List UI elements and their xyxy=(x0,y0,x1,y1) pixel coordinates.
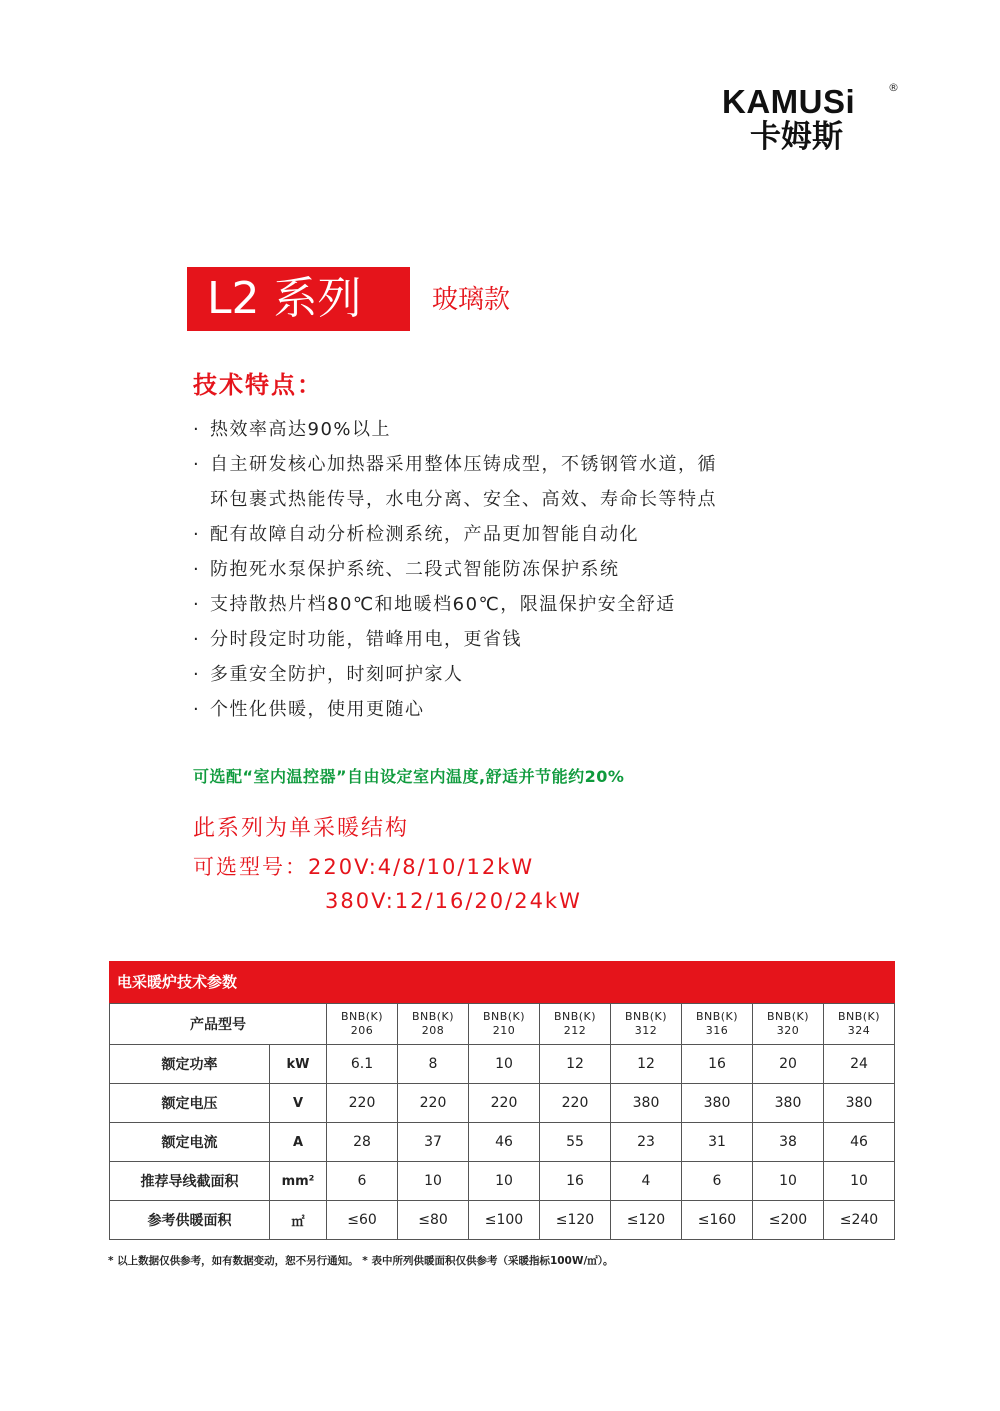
feature-text: 多重安全防护，时刻呵护家人 xyxy=(210,664,464,685)
table-cell: ≤120 xyxy=(540,1201,611,1240)
table-row xyxy=(110,1045,895,1084)
table-cell: 380 xyxy=(682,1084,753,1123)
table-cell: ≤200 xyxy=(753,1201,824,1240)
table-cell: 6 xyxy=(682,1162,753,1201)
table-cell: ≤60 xyxy=(327,1201,398,1240)
bullet-dot: · xyxy=(193,419,201,440)
model-header-cell xyxy=(540,1004,611,1045)
model-header-cell xyxy=(824,1004,895,1045)
row-unit: mm² xyxy=(270,1162,327,1201)
brand-logo-english: KAMUSi xyxy=(722,83,856,120)
optional-thermostat-note: 可选配“室内温控器”自由设定室内温度,舒适并节能约20% xyxy=(193,767,625,786)
model-code-prefix: BNB(K) xyxy=(766,1010,810,1023)
table-cell: 23 xyxy=(611,1123,682,1162)
table-cell: 6.1 xyxy=(327,1045,398,1084)
series-title-box xyxy=(187,267,410,331)
row-unit: A xyxy=(270,1123,327,1162)
table-cell: 55 xyxy=(540,1123,611,1162)
table-cell: 12 xyxy=(540,1045,611,1084)
feature-text: 分时段定时功能，错峰用电，更省钱 xyxy=(210,629,522,650)
series-title: L2 系列 xyxy=(207,273,362,324)
features-list xyxy=(193,412,813,727)
bullet-dot: · xyxy=(193,629,201,650)
model-code-prefix: BNB(K) xyxy=(411,1010,455,1023)
table-cell: ≤100 xyxy=(469,1201,540,1240)
model-options xyxy=(193,850,582,918)
model-code-number: 208 xyxy=(421,1024,445,1037)
bullet-dot: · xyxy=(193,454,201,475)
table-header-row xyxy=(110,1004,895,1045)
row-label: 额定电流 xyxy=(110,1123,270,1162)
model-code-number: 312 xyxy=(634,1024,658,1037)
model-header-label: 产品型号 xyxy=(110,1004,327,1045)
table-cell: 8 xyxy=(398,1045,469,1084)
table-cell: 37 xyxy=(398,1123,469,1162)
row-unit: kW xyxy=(270,1045,327,1084)
bullet-dot: · xyxy=(193,594,201,615)
feature-text: 配有故障自动分析检测系统，产品更加智能自动化 xyxy=(210,524,639,545)
model-code-prefix: BNB(K) xyxy=(340,1010,384,1023)
model-code-number: 324 xyxy=(847,1024,871,1037)
model-code-prefix: BNB(K) xyxy=(624,1010,668,1023)
feature-item xyxy=(193,622,813,657)
table-cell: 46 xyxy=(824,1123,895,1162)
model-code-prefix: BNB(K) xyxy=(482,1010,526,1023)
feature-text: 防抱死水泵保护系统、二段式智能防冻保护系统 xyxy=(210,559,620,580)
model-code-prefix: BNB(K) xyxy=(553,1010,597,1023)
model-header-cell xyxy=(398,1004,469,1045)
model-header-cell xyxy=(753,1004,824,1045)
table-cell: 12 xyxy=(611,1045,682,1084)
table-cell: 38 xyxy=(753,1123,824,1162)
row-unit: V xyxy=(270,1084,327,1123)
spec-table-section xyxy=(109,961,895,1240)
table-cell: 31 xyxy=(682,1123,753,1162)
feature-item xyxy=(193,517,813,552)
brand-logo xyxy=(722,81,902,155)
feature-item xyxy=(193,587,813,622)
model-code-number: 210 xyxy=(492,1024,516,1037)
model-options-220v: 220V:4/8/10/12kW xyxy=(308,855,535,879)
feature-text: 热效率高达90%以上 xyxy=(210,419,392,440)
table-cell: 10 xyxy=(469,1162,540,1201)
feature-item xyxy=(193,447,813,517)
table-row xyxy=(110,1162,895,1201)
model-header-cell xyxy=(469,1004,540,1045)
table-cell: 380 xyxy=(611,1084,682,1123)
row-label: 推荐导线截面积 xyxy=(110,1162,270,1201)
features-heading: 技术特点： xyxy=(193,371,323,399)
table-cell: 16 xyxy=(682,1045,753,1084)
model-code-number: 320 xyxy=(776,1024,800,1037)
series-subtitle: 玻璃款 xyxy=(432,285,511,315)
table-cell: 46 xyxy=(469,1123,540,1162)
table-cell: 4 xyxy=(611,1162,682,1201)
table-cell: 16 xyxy=(540,1162,611,1201)
brand-logo-chinese: 卡姆斯 xyxy=(750,119,843,155)
table-cell: 220 xyxy=(398,1084,469,1123)
row-unit: ㎡ xyxy=(270,1201,327,1240)
model-header-cell xyxy=(682,1004,753,1045)
spec-table-title: 电采暖炉技术参数 xyxy=(109,961,895,1003)
table-cell: 24 xyxy=(824,1045,895,1084)
model-header-cell xyxy=(327,1004,398,1045)
model-options-380v: 380V:12/16/20/24kW xyxy=(325,889,582,913)
table-cell: ≤240 xyxy=(824,1201,895,1240)
table-cell: ≤120 xyxy=(611,1201,682,1240)
model-code-prefix: BNB(K) xyxy=(837,1010,881,1023)
table-cell: 10 xyxy=(824,1162,895,1201)
feature-item xyxy=(193,412,813,447)
table-cell: 20 xyxy=(753,1045,824,1084)
table-row xyxy=(110,1084,895,1123)
bullet-dot: · xyxy=(193,559,201,580)
row-label: 额定功率 xyxy=(110,1045,270,1084)
table-cell: 380 xyxy=(753,1084,824,1123)
registered-mark: ® xyxy=(888,81,899,94)
table-cell: 220 xyxy=(327,1084,398,1123)
model-code-number: 206 xyxy=(350,1024,374,1037)
table-cell: ≤80 xyxy=(398,1201,469,1240)
table-row xyxy=(110,1201,895,1240)
feature-text: 支持散热片档80℃和地暖档60℃，限温保护安全舒适 xyxy=(210,594,676,615)
table-cell: 220 xyxy=(540,1084,611,1123)
spec-table xyxy=(109,1003,895,1240)
table-cell: ≤160 xyxy=(682,1201,753,1240)
model-code-number: 316 xyxy=(705,1024,729,1037)
feature-text: 个性化供暖，使用更随心 xyxy=(210,699,425,720)
structure-note: 此系列为单采暖结构 xyxy=(193,816,410,841)
feature-item xyxy=(193,692,813,727)
feature-item xyxy=(193,552,813,587)
table-row xyxy=(110,1123,895,1162)
bullet-dot: · xyxy=(193,699,201,720)
table-cell: 6 xyxy=(327,1162,398,1201)
model-options-label: 可选型号： xyxy=(193,855,308,879)
model-header-cell xyxy=(611,1004,682,1045)
footnote: * 以上数据仅供参考，如有数据变动，恕不另行通知。 * 表中所列供暖面积仅供参考（采暖指标100W/㎡）。 xyxy=(108,1255,614,1267)
bullet-dot: · xyxy=(193,524,201,545)
table-cell: 28 xyxy=(327,1123,398,1162)
feature-text: 自主研发核心加热器采用整体压铸成型，不锈钢管水道，循 xyxy=(210,454,717,475)
table-cell: 220 xyxy=(469,1084,540,1123)
bullet-dot: · xyxy=(193,664,201,685)
table-cell: 10 xyxy=(753,1162,824,1201)
table-cell: 380 xyxy=(824,1084,895,1123)
feature-text-continuation: 环包裹式热能传导，水电分离、安全、高效、寿命长等特点 xyxy=(210,489,717,510)
table-cell: 10 xyxy=(469,1045,540,1084)
feature-item xyxy=(193,657,813,692)
row-label: 参考供暖面积 xyxy=(110,1201,270,1240)
model-code-prefix: BNB(K) xyxy=(695,1010,739,1023)
row-label: 额定电压 xyxy=(110,1084,270,1123)
table-cell: 10 xyxy=(398,1162,469,1201)
model-code-number: 212 xyxy=(563,1024,587,1037)
